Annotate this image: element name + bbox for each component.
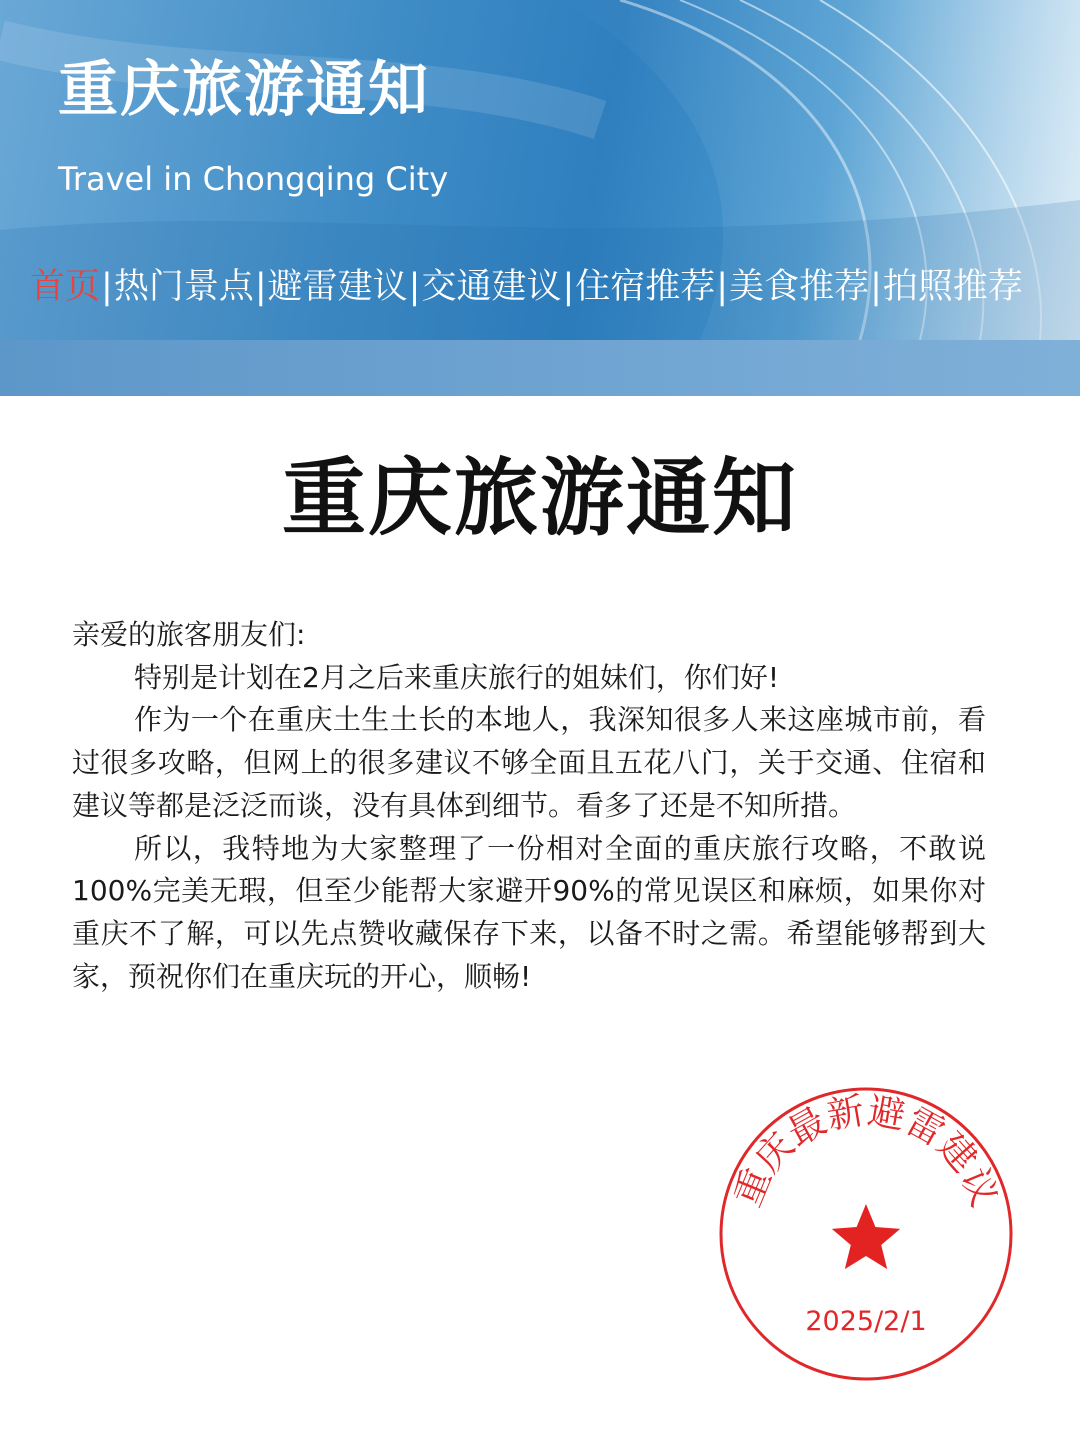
letter-body bbox=[72, 614, 986, 998]
letter-paragraph: 作为一个在重庆土生土长的本地人，我深知很多人来这座城市前，看过很多攻略，但网上的很多建议不够全面且五花八门，关于交通、住宿和建议等都是泛泛而谈，没有具体到细节。看多了还是不知所措。 bbox=[72, 703, 986, 822]
nav-separator: | bbox=[408, 267, 421, 307]
page-title: 重庆旅游通知 bbox=[281, 449, 798, 547]
nav-item-photo-spots[interactable]: 拍照推荐 bbox=[882, 267, 1023, 307]
nav-item-pitfall-tips[interactable]: 避雷建议 bbox=[267, 267, 408, 307]
letter-paragraph: 特别是计划在2月之后来重庆旅行的姐妹们，你们好! bbox=[134, 660, 780, 694]
nav-menu bbox=[30, 262, 1023, 312]
nav-separator: | bbox=[101, 267, 113, 307]
nav-item-food[interactable]: 美食推荐 bbox=[729, 267, 870, 307]
header-banner bbox=[0, 0, 1080, 340]
official-seal bbox=[718, 1086, 1014, 1382]
nav-separator: | bbox=[870, 267, 882, 307]
nav-separator: | bbox=[716, 267, 729, 307]
star-icon bbox=[832, 1204, 900, 1269]
seal-date: 2025/2/1 bbox=[805, 1306, 927, 1337]
nav-separator: | bbox=[254, 267, 267, 307]
nav-item-lodging[interactable]: 住宿推荐 bbox=[575, 267, 716, 307]
seal-text: 重庆最新避雷建议 bbox=[725, 1088, 1007, 1213]
banner-subtitle: Travel in Chongqing City bbox=[58, 160, 449, 198]
letter-paragraph: 所以，我特地为大家整理了一份相对全面的重庆旅行攻略，不敢说100%完美无瑕，但至少能帮大家避开90%的常见误区和麻烦，如果你对重庆不了解，可以先点赞收藏保存下来，以备不时之需。希望能够帮到大家，预祝你们在重庆玩的开心，顺畅! bbox=[72, 831, 986, 993]
nav-item-home[interactable]: 首页 bbox=[30, 267, 101, 307]
nav-separator: | bbox=[562, 267, 575, 307]
banner-bottom-strip bbox=[0, 340, 1080, 396]
nav-item-popular-spots[interactable]: 热门景点 bbox=[113, 267, 254, 307]
letter-greeting: 亲爱的旅客朋友们: bbox=[72, 618, 306, 651]
nav-item-transport-tips[interactable]: 交通建议 bbox=[421, 267, 562, 307]
banner-title: 重庆旅游通知 bbox=[58, 55, 430, 125]
